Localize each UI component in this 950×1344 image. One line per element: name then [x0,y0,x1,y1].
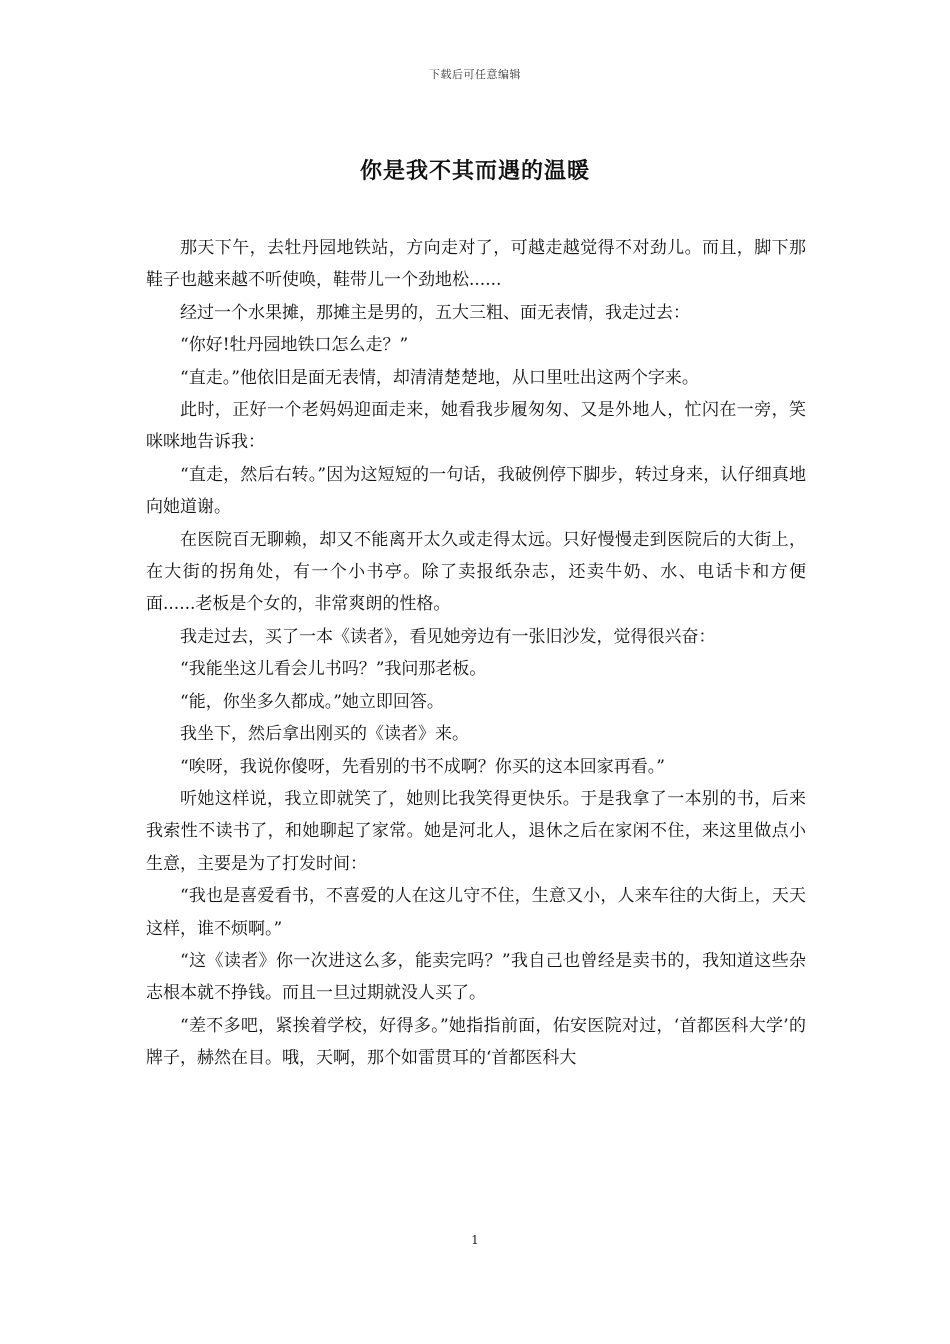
paragraph: 我走过去，买了一本《读者》，看见她旁边有一张旧沙发，觉得很兴奋： [180,626,716,647]
paragraph: “差不多吧，紧挨着学校，好得多。”她指指前面，佑安医院对过，‘首都医科大学’的牌子，赫然在目。哦，天啊，那个如雷贯耳的‘首都医科大 [146,1015,806,1069]
paragraph: 我坐下，然后拿出刚买的《读者》来。 [180,724,469,745]
body-text [146,232,806,1075]
paragraph: 那天下午，去牡丹园地铁站，方向走对了，可越走越觉得不对劲儿。而且，脚下那鞋子也越来越不听使唤，鞋带儿一个劲地松...... [146,238,806,291]
paragraph: “能，你坐多久都成。”她立即回答。 [180,691,444,712]
paragraph: 经过一个水果摊，那摊主是男的，五大三粗、面无表情，我走过去： [180,302,690,323]
page-title: 你是我不其而遇的温暖 [359,158,590,184]
paragraph: 在医院百无聊赖，却又不能离开太久或走得太远。只好慢慢走到医院后的大街上，在大街的拐角处，有一个小书亭。除了卖报纸杂志，还卖牛奶、水、电话卡和方便面......老板是个女的，非常爽朗的性格。 [146,529,806,615]
page-number: 1 [471,1233,479,1247]
paragraph: “我能坐这儿看会儿书吗？”我问那老板。 [180,659,487,680]
paragraph: “这《读者》你一次进这么多，能卖完吗？”我自己也曾经是卖书的，我知道这些杂志根本就不挣钱。而且一旦过期就没人买了。 [146,950,806,1004]
header-note: 下载后可任意编辑 [429,68,521,81]
paragraph: “你好!牡丹园地铁口怎么走？” [180,335,409,356]
paragraph: 听她这样说，我立即就笑了，她则比我笑得更快乐。于是我拿了一本别的书，后来我索性不读书了，和她聊起了家常。她是河北人，退休之后在家闲不住，来这里做点小生意，主要是为了打发时间： [146,788,806,874]
paragraph: “唉呀，我说你傻呀，先看别的书不成啊？你买的这本回家再看。” [180,756,665,777]
paragraph: 此时，正好一个老妈妈迎面走来，她看我步履匆匆、又是外地人，忙闪在一旁，笑咪咪地告诉我： [146,400,806,453]
paragraph: “直走。”他依旧是面无表情，却清清楚楚地，从口里吐出这两个字来。 [180,367,699,388]
paragraph: “我也是喜爱看书，不喜爱的人在这儿守不住，生意又小，人来车往的大街上，天天这样，谁不烦啊。” [146,886,806,939]
paragraph: “直走，然后右转。”因为这短短的一句话，我破例停下脚步，转过身来，认仔细真地向她道谢。 [146,464,806,518]
